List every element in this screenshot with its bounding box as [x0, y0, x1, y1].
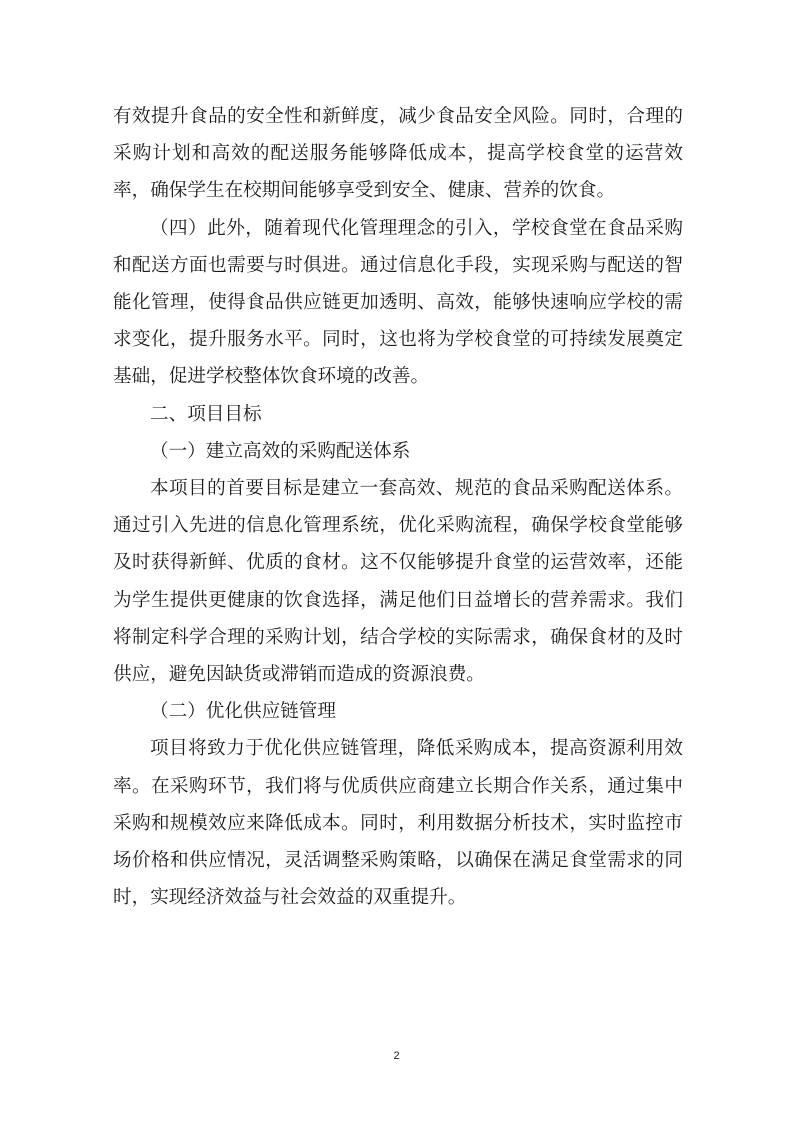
subheading-procurement-system: （一）建立高效的采购配送体系	[150, 440, 411, 462]
page-number: 2	[393, 1050, 400, 1062]
paragraph-continuation: 有效提升食品的安全性和新鲜度，减少食品安全风险。同时，合理的采购计划和高效的配送服务能够降低成本，提高学校食堂的运营效率，确保学生在校期间能够享受到安全、健康、营养的饮食。	[113, 106, 683, 202]
paragraph-goal-two: 项目将致力于优化供应链管理，降低采购成本，提高资源利用效率。在采购环节，我们将与优质供应商建立长期合作关系，通过集中采购和规模效应来降低成本。同时，利用数据分析技术，实时监控市场价格和供应情况，灵活调整采购策略，以确保在满足食堂需求的同时，实现经济效益与社会效益的双重提升。	[113, 738, 683, 909]
page-body	[113, 98, 683, 916]
section-heading-project-goals: 二、项目目标	[150, 403, 262, 425]
paragraph-goal-one: 本项目的首要目标是建立一套高效、规范的食品采购配送体系。通过引入先进的信息化管理系统，优化采购流程，确保学校食堂能够及时获得新鲜、优质的食材。这不仅能够提升食堂的运营效率，还能为学生提供更健康的饮食选择，满足他们日益增长的营养需求。我们将制定科学合理的采购计划，结合学校的实际需求，确保食材的及时供应，避免因缺货或滞销而造成的资源浪费。	[113, 478, 683, 686]
paragraph-section-four: （四）此外，随着现代化管理理念的引入，学校食堂在食品采购和配送方面也需要与时俱进。通过信息化手段，实现采购与配送的智能化管理，使得食品供应链更加透明、高效，能够快速响应学校的需求变化，提升服务水平。同时，这也将为学校食堂的可持续发展奠定基础，促进学校整体饮食环境的改善。	[113, 217, 683, 388]
subheading-supply-chain: （二）优化供应链管理	[150, 701, 336, 723]
